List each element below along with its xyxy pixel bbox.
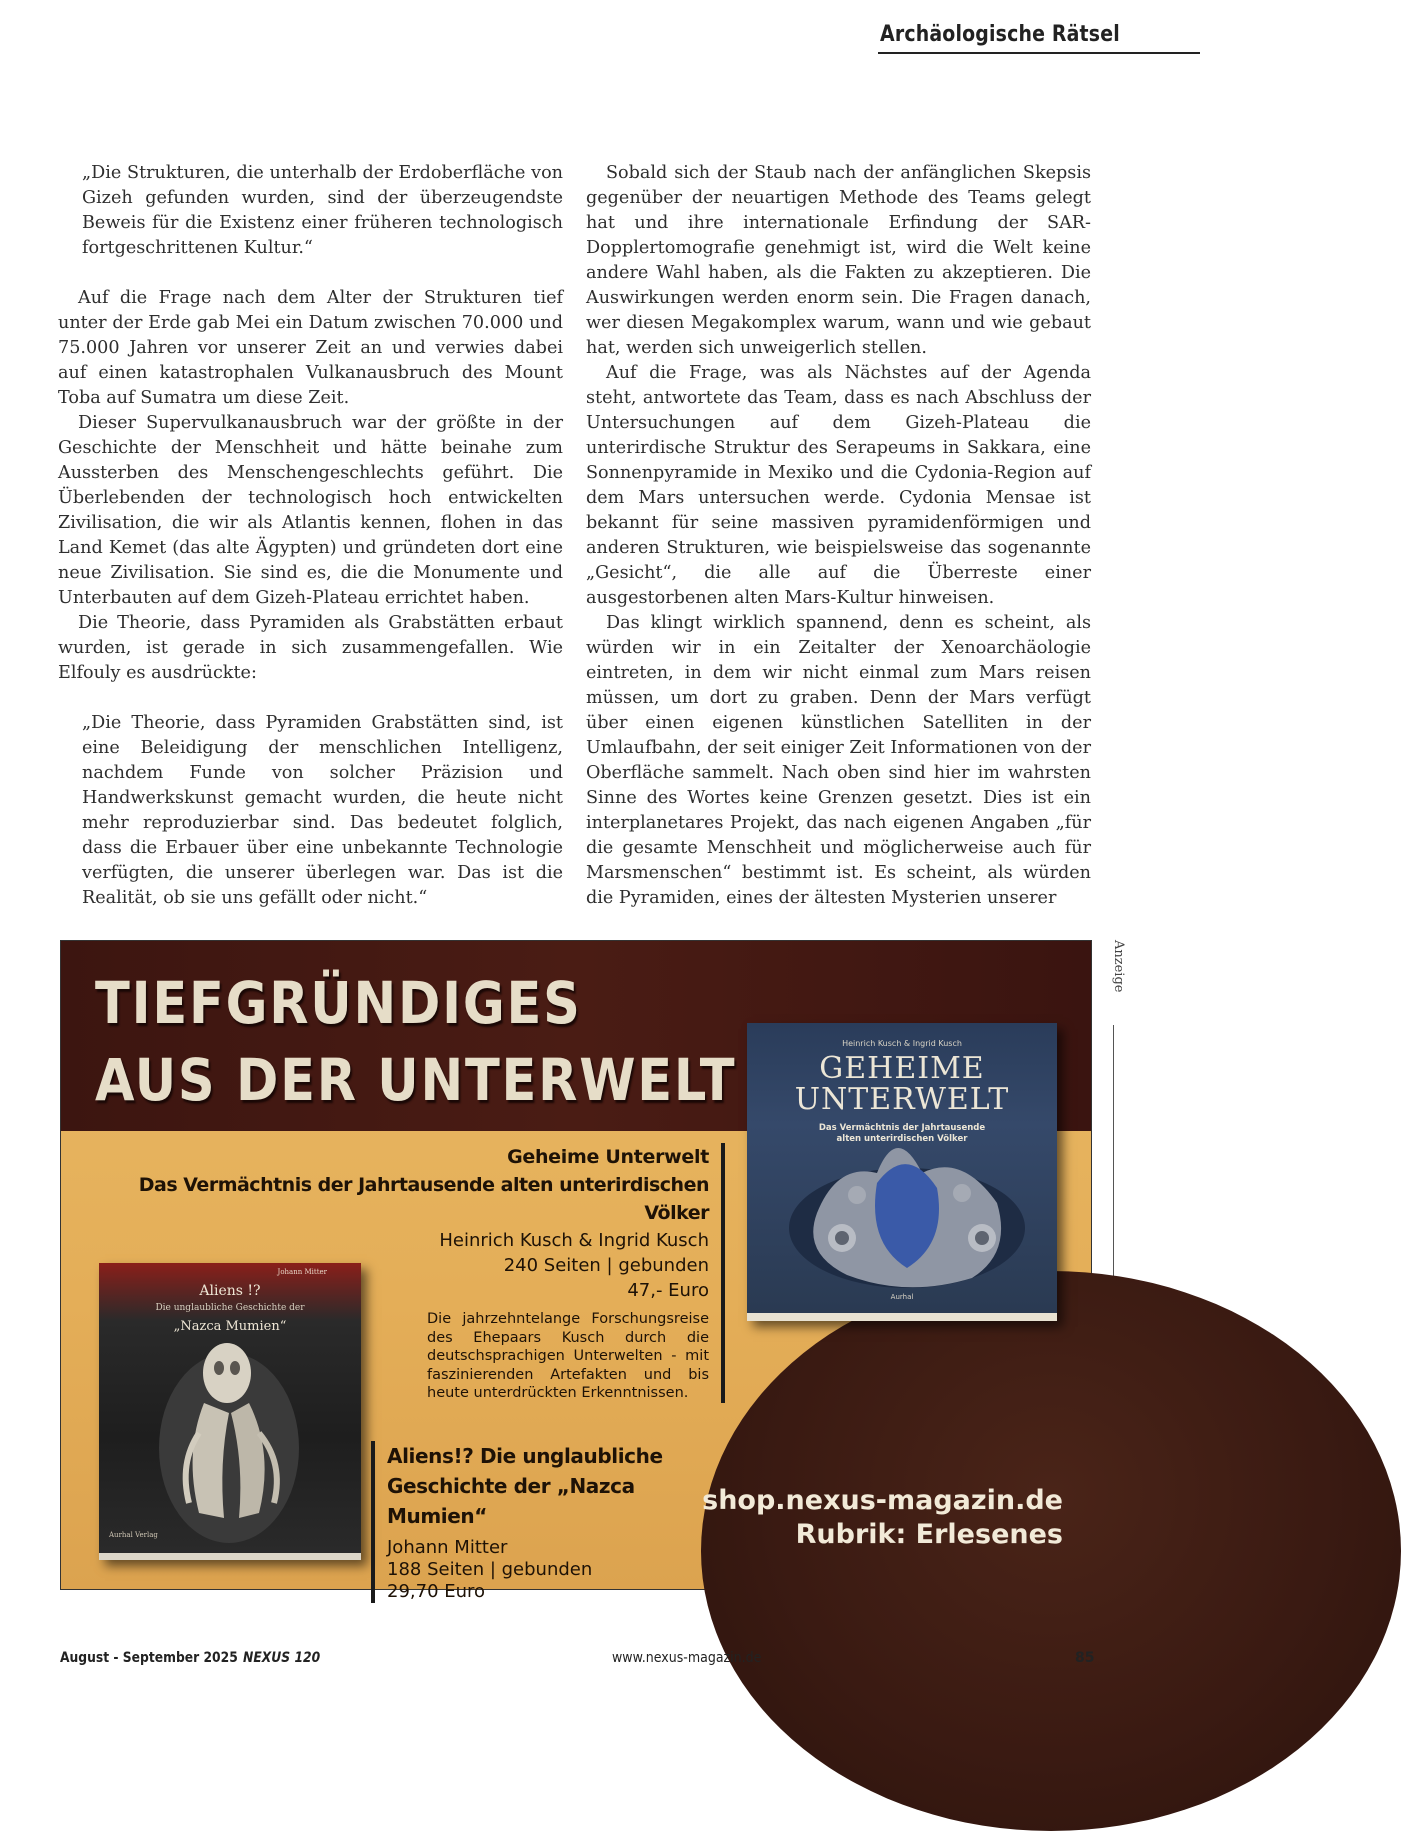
article-column-left <box>58 161 563 911</box>
ad-book2-info <box>371 1441 717 1603</box>
ad-book1-price: 47,- Euro <box>627 1280 709 1301</box>
cover-title-line: UNTERWELT <box>794 1082 1010 1117</box>
footer-magazine: NEXUS 120 <box>243 1650 321 1666</box>
shop-url[interactable]: shop.nexus-magazin.de <box>702 1485 1063 1516</box>
article-paragraph: Dieser Supervulkanausbruch war der größte in der Geschichte der Menschheit und hätte beinahe zum Aussterben des Menschengeschlechts geführt. Die Überlebenden der technologisch hoch entwickelten Zivilisation, die wir als Atlantis kennen, flohen in das Land Kemet (das alte Ägypten) und gründeten dort eine neue Zivilisation. Sie sind es, die die Monumente und Unterbauten auf dem Gizeh-Plateau errichtet haben. <box>58 413 563 608</box>
ad-headline-1: TIEFGRÜNDIGES <box>95 969 582 1037</box>
ad-book1-description: Die jahrzehntelange Forschungsreise des Ehepaars Kusch durch die deutschsprachigen Unterwelten - mit faszinierenden Artefakten und bis heute unterdrückten Erkenntnissen. <box>427 1311 709 1401</box>
ad-side-label: Anzeige <box>1111 940 1126 993</box>
article-paragraph: Auf die Frage nach dem Alter der Strukturen tief unter der Erde gab Mei ein Datum zwischen 70.000 und 75.000 Jahren vor unserer Zeit an und verwies dabei auf einen katastrophalen Vulkanausbruch des Mount Toba auf Sumatra um diese Zeit. <box>58 288 563 408</box>
section-header <box>878 22 1200 54</box>
book-cover-geheime-unterwelt[interactable] <box>747 1023 1057 1321</box>
cover-subtitle-line: Das Vermächtnis der Jahrtausende <box>818 1123 986 1133</box>
article-paragraph: Auf die Frage, was als Nächstes auf der Agenda steht, antwortete das Team, dass es nach Abschluss der Untersuchungen auf dem Gizeh-Plateau die unterirdische Struktur des Serapeums in Sakkara, eine Sonnenpyramide in Mexiko und die Cydonia-Region auf dem Mars untersuchen werde. Cydonia Mensae ist bekannt für seine massiven pyramidenförmigen und anderen Strukturen, wie beispielsweise das sogenannte „Gesicht“, die alle auf die Überreste einer ausgestorbenen alten Mars-Kultur hinweisen. <box>586 363 1091 608</box>
ad-book1-title: Geheime Unterwelt <box>507 1146 709 1168</box>
cover-author: Johann Mitter <box>277 1268 327 1276</box>
cover-title-quote: „Nazca Mumien“ <box>173 1319 287 1334</box>
shop-rubric: Rubrik: Erlesenes <box>795 1519 1063 1550</box>
article-paragraph: Das klingt wirklich spannend, denn es scheint, als würden wir in ein Zeitalter der Xenoarchäologie eintreten, in dem wir nicht einmal zum Mars reisen müssen, um dort zu graben. Denn der Mars verfügt über einen eigenen künstlichen Satelliten in der Umlaufbahn, der seit einiger Zeit Informationen von der Oberfläche sammelt. Nach oben sind hier im wahrsten Sinne des Wortes keine Grenzen gesetzt. Dies ist ein interplanetares Projekt, das nach eigenen Angaben „für die gesamte Menschheit und möglicherweise auch für Marsmenschen“ bestimmt ist. Es scheint, als würden die Pyramiden, eines der ältesten Mysterien unserer <box>586 613 1091 908</box>
ad-book1-authors: Heinrich Kusch & Ingrid Kusch <box>439 1230 709 1251</box>
page-number: 85 <box>1075 1650 1095 1666</box>
ad-book2-title-line: Aliens!? Die unglaubliche <box>387 1444 663 1468</box>
article-column-right <box>586 161 1091 911</box>
article-quote: „Die Theorie, dass Pyramiden Grabstätten sind, ist eine Beleidigung der menschlichen Intelligenz, nachdem Funde von solcher Präzision und Handwerkskunst gemacht wurden, die heute nicht mehr reproduzierbar sind. Das bedeutet folglich, dass die Erbauer über eine unbekannte Technologie verfügten, die unserer überlegen war. Das ist die Realität, ob sie uns gefällt oder nicht.“ <box>82 713 563 908</box>
cover-title: Aliens !? <box>199 1283 261 1299</box>
ad-book2-title-line: Geschichte der „Nazca Mumien“ <box>387 1474 635 1528</box>
ad-book2-author: Johann Mitter <box>387 1537 508 1558</box>
ad-headline-2: AUS DER UNTERWELT <box>95 1046 737 1114</box>
cover-publisher: Aurhal <box>890 1293 914 1301</box>
cover-title-line: GEHEIME <box>819 1051 985 1086</box>
cover-subtitle: Die unglaubliche Geschichte der <box>155 1303 305 1313</box>
footer-url[interactable]: www.nexus-magazin.de <box>612 1650 762 1666</box>
cover-title <box>747 1053 1057 1115</box>
section-title: Archäologische Rätsel <box>880 22 1120 47</box>
footer-issue <box>60 1650 320 1666</box>
article-paragraph: Sobald sich der Staub nach der anfänglichen Skepsis gegenüber der neuartigen Methode des Teams gelegt hat und ihre internationale Erfindung der SAR-Dopplertomografie genehmigt ist, wird die Welt keine andere Wahl haben, als die Fakten zu akzeptieren. Die Auswirkungen werden enorm sein. Die Fragen danach, wer diesen Megakomplex warum, wann und wie gebaut hat, werden sich unweigerlich stellen. <box>586 163 1091 358</box>
advertisement[interactable] <box>60 940 1092 1602</box>
ad-shop-link[interactable] <box>702 1484 1063 1552</box>
article-quote: „Die Strukturen, die unterhalb der Erdoberfläche von Gizeh gefunden wurden, sind der überzeugendste Beweis für die Existenz einer früheren technologisch fortgeschrittenen Kultur.“ <box>82 163 563 258</box>
footer-issue-date: August - September 2025 <box>60 1650 238 1666</box>
ad-book1-subtitle: Das Vermächtnis der Jahrtausende alten unterirdischen Völker <box>138 1174 709 1224</box>
cover-subtitle <box>747 1123 1057 1145</box>
cover-publisher: Aurhal Verlag <box>109 1531 158 1539</box>
article-paragraph: Die Theorie, dass Pyramiden als Grabstätten erbaut wurden, ist gerade in sich zusammengefallen. Wie Elfouly es ausdrückte: <box>58 613 563 683</box>
ad-book2-pages: 188 Seiten | gebunden <box>387 1559 593 1580</box>
book-cover-aliens[interactable] <box>99 1263 361 1560</box>
ad-book1-pages: 240 Seiten | gebunden <box>503 1255 709 1276</box>
ad-book2-price: 29,70 Euro <box>387 1581 486 1602</box>
cover-subtitle-line: alten unterirdischen Völker <box>836 1134 968 1144</box>
cover-authors: Heinrich Kusch & Ingrid Kusch <box>842 1039 962 1048</box>
